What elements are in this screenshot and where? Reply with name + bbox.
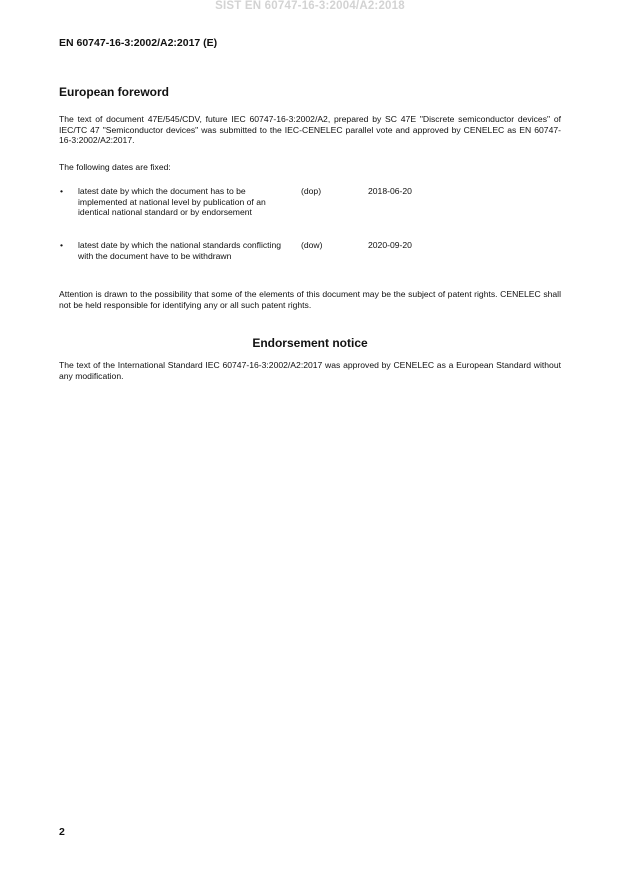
document-id: EN 60747-16-3:2002/A2:2017 (E) [59, 37, 218, 49]
foreword-heading: European foreword [59, 85, 170, 99]
page-number: 2 [59, 826, 65, 838]
dates-intro: The following dates are fixed: [59, 162, 171, 172]
bullet: • [60, 240, 64, 250]
date-value: 2018-06-20 [368, 186, 412, 196]
watermark: SIST EN 60747-16-3:2004/A2:2018 [215, 0, 405, 12]
date-code: (dop) [301, 186, 322, 196]
endorsement-text: The text of the International Standard IEC 60747-16-3:2002/A2:2017 was approved by CENELEC as a European Standard without any modification. [59, 360, 561, 381]
foreword-intro: The text of document 47E/545/CDV, future IEC 60747-16-3:2002/A2, prepared by SC 47E "Discrete semiconductor devices" of IEC/TC 47 "Semiconductor devices" was submitted to the IEC-CENELEC parallel vote and approved by CENELEC as EN 60747-16-3:2002/A2:2017. [59, 114, 561, 146]
endorsement-heading: Endorsement notice [252, 336, 368, 350]
date-value: 2020-09-20 [368, 240, 412, 250]
patent-note: Attention is drawn to the possibility that some of the elements of this document may be the subject of patent rights. CENELEC shall not be held responsible for identifying any or all such patent rights. [59, 289, 561, 310]
bullet: • [60, 186, 64, 196]
date-code: (dow) [301, 240, 323, 250]
date-description: latest date by which the national standards conflicting with the document have to be withdrawn [78, 240, 282, 261]
date-description: latest date by which the document has to be implemented at national level by publication of an identical national standard or by endorsement [78, 186, 266, 218]
